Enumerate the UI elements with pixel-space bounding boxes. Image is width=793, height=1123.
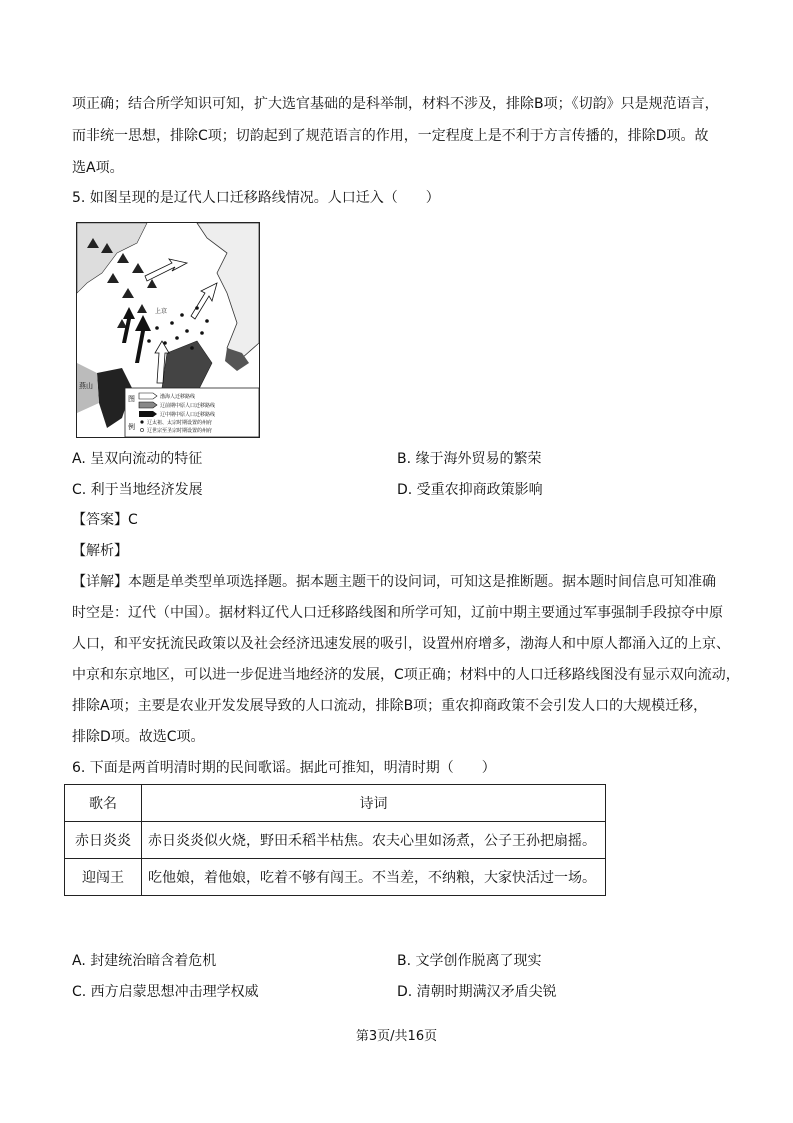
q5-option-d: D. 受重农抑商政策影响 — [397, 482, 543, 498]
q6-option-d: D. 清朝时期满汉矛盾尖锐 — [397, 984, 557, 1000]
table-row — [65, 859, 606, 896]
q5-detail-line-3: 人口，和平安抚流民政策以及社会经济迅速发展的吸引，设置州府增多，渤海人和中原人都涌入辽的上京、 — [72, 636, 730, 652]
q5-detail-line-4: 中京和东京地区，可以进一步促进当地经济的发展，C项正确；材料中的人口迁移路线图没有显示双向流动， — [72, 667, 740, 683]
song-lyrics: 吃他娘，着他娘，吃着不够有闯王。不当差，不纳粮，大家快活过一场。 — [142, 859, 606, 896]
mountain-label: 燕山 — [79, 383, 93, 390]
q6-option-a: A. 封建统治暗含着危机 — [72, 953, 217, 969]
q5-detail-line-2: 时空是：辽代（中国）。据材料辽代人口迁移路线图和所学可知，辽前中期主要通过军事强制手段掠夺中原 — [72, 605, 723, 621]
q5-detail-line-1: 【详解】本题是单类型单项选择题。据本题主题干的设问词，可知这是推断题。据本题时间信息可知准确 — [72, 574, 716, 590]
q5-option-b: B. 缘于海外贸易的繁荣 — [397, 451, 542, 467]
song-name: 迎闯王 — [65, 859, 142, 896]
svg-text:辽世宗至圣宗时期设置的州府: 辽世宗至圣宗时期设置的州府 — [147, 428, 213, 434]
svg-text:图: 图 — [128, 396, 135, 403]
table-header-row — [65, 785, 606, 822]
q5-option-c: C. 利于当地经济发展 — [72, 482, 203, 498]
liao-migration-map — [76, 222, 260, 438]
table-row — [65, 822, 606, 859]
svg-text:渤海人迁移路线: 渤海人迁移路线 — [160, 394, 196, 400]
question-6-stem: 6. 下面是两首明清时期的民间歌谣。据此可推知，明清时期（ ） — [72, 760, 496, 776]
answer-tag: 【答案】 — [72, 512, 128, 528]
question-5-stem: 5. 如图呈现的是辽代人口迁移路线情况。人口迁入（ ） — [72, 190, 440, 206]
city-label: 上京 — [155, 309, 168, 315]
folk-song-table — [64, 784, 606, 896]
table-header-song: 歌名 — [65, 785, 142, 822]
map-legend — [125, 388, 259, 437]
svg-text:辽中期中原人口迁移路线: 辽中期中原人口迁移路线 — [160, 412, 216, 418]
page-footer: 第3页/共16页 — [355, 1029, 438, 1044]
svg-text:辽前期中原人口迁移路线: 辽前期中原人口迁移路线 — [160, 403, 216, 409]
q6-option-c: C. 西方启蒙思想冲击理学权威 — [72, 984, 259, 1000]
q5-detail-line-6: 排除D项。故选C项。 — [72, 729, 205, 745]
q5-analysis-tag: 【解析】 — [72, 543, 128, 559]
svg-text:例: 例 — [128, 424, 135, 431]
q5-answer — [72, 510, 138, 530]
q5-option-a: A. 呈双向流动的特征 — [72, 451, 203, 467]
map-drawing — [77, 223, 259, 437]
answer-value: C — [128, 512, 138, 528]
q5-detail-line-5: 排除A项；主要是农业开发发展导致的人口流动，排除B项；重农抑商政策不会引发人口的大规模迁移， — [72, 698, 708, 714]
song-name: 赤日炎炎 — [65, 822, 142, 859]
table-header-lyrics: 诗词 — [142, 785, 606, 822]
svg-text:辽太祖、太宗时期设置的州府: 辽太祖、太宗时期设置的州府 — [147, 420, 213, 426]
detail-tag: 【详解】 — [72, 574, 128, 590]
song-lyrics: 赤日炎炎似火烧，野田禾稻半枯焦。农夫心里如汤煮，公子王孙把扇摇。 — [142, 822, 606, 859]
intro-line-2: 而非统一思想，排除C项；切韵起到了规范语言的作用，一定程度上是不利于方言传播的，排除D项。故 — [72, 128, 709, 144]
intro-line-1: 项正确；结合所学知识可知，扩大选官基础的是科举制，材料不涉及，排除B项；《切韵》只是规范语言， — [72, 96, 719, 112]
q6-option-b: B. 文学创作脱离了现实 — [397, 953, 542, 969]
intro-line-3: 选A项。 — [72, 160, 124, 176]
